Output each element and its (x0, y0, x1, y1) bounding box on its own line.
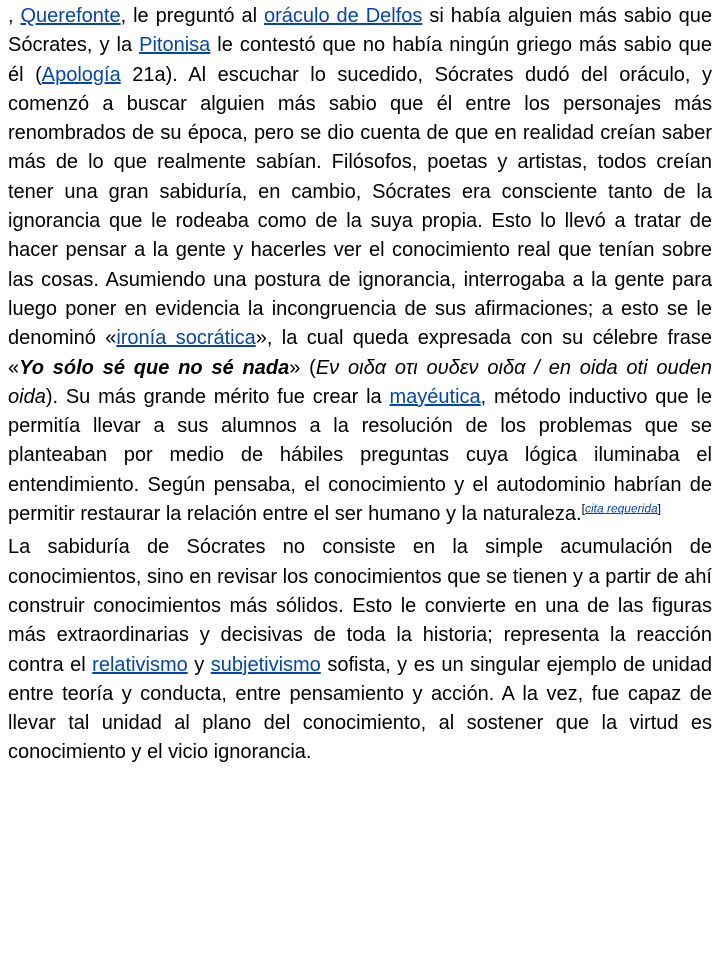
text-run: , le preguntó al (120, 5, 264, 27)
link-ironia-socratica[interactable]: ironía socrática (116, 327, 256, 350)
link-subjetivismo[interactable]: subjetivismo (210, 653, 321, 676)
paragraph-oracle (8, 2, 712, 529)
text-run: le contestó que no había ningún griego más sabio que él ( (8, 34, 712, 86)
famous-quote: Yo sólo sé que no sé nada (19, 356, 290, 379)
text-run: , (8, 5, 21, 27)
text-run: ). Su más grande mérito fue crear la (45, 385, 390, 408)
link-relativismo[interactable]: relativismo (92, 653, 188, 676)
link-apologia[interactable]: Apología (41, 63, 121, 86)
citation-needed (582, 501, 661, 515)
link-querefonte[interactable]: Querefonte (20, 5, 121, 27)
greek-phrase: Εν οιδα οτι ουδεν οιδα / en oida oti ouden oida (8, 356, 712, 408)
link-oraculo-de-delfos[interactable]: oráculo de Delfos (263, 5, 423, 27)
paragraph-wisdom (8, 533, 712, 767)
cite-bracket-open: [ (581, 501, 585, 516)
cite-bracket-close: ] (657, 501, 662, 516)
text-run: sofista, y es un singular ejemplo de unidad entre teoría y conducta, entre pensamiento y acción. A la vez, fue capaz de llevar tal unidad al plano del conocimiento, al sostener que la virtud es conocimiento y el vicio ignorancia. (8, 653, 712, 764)
link-mayeutica[interactable]: mayéutica (389, 385, 481, 408)
text-run: », la cual queda expresada con su célebre frase « (8, 327, 712, 379)
link-cita-requerida[interactable]: cita requerida (584, 501, 658, 516)
text-run: La sabiduría de Sócrates no consiste en la simple acumulación de conocimientos, sino en revisar los conocimientos que se tienen y a partir de ahí construir conocimientos más sólidos. Esto le convierte en una de las figuras más extraordinarias y decisivas de toda la historia; representa la reacción contra el (8, 536, 712, 676)
text-run: 21a). Al escuchar lo sucedido, Sócrates dudó del oráculo, y comenzó a buscar alguien más sabio que él entre los personajes más renombrados de su época, pero se dio cuenta de que en realidad creían saber más de lo que realmente sabían. Filósofos, poetas y artistas, todos creían tener una gran sabiduría, en cambio, Sócrates era consciente tanto de la ignorancia que le rodeaba como de la suya propia. Esto lo llevó a tratar de hacer pensar a la gente y hacerles ver el conocimiento real que tenían sobre las cosas. Asumiendo una postura de ignorancia, interrogaba a la gente para luego poner en evidencia la incongruencia de sus afirmaciones; a esto se le denominó « (8, 63, 712, 350)
text-run: » ( (289, 356, 316, 379)
text-run: y (187, 653, 211, 676)
text-run: si había alguien más sabio que Sócrates, y la (8, 5, 712, 57)
text-run: , método inductivo que le permitía llevar a sus alumnos a la resolución de los problemas que se planteaban por medio de hábiles preguntas cuya lógica iluminaba el entendimiento. Según pensaba, el conocimiento y el autodominio habrían de permitir restaurar la relación entre el ser humano y la naturaleza. (8, 385, 712, 526)
link-pitonisa[interactable]: Pitonisa (139, 34, 211, 57)
